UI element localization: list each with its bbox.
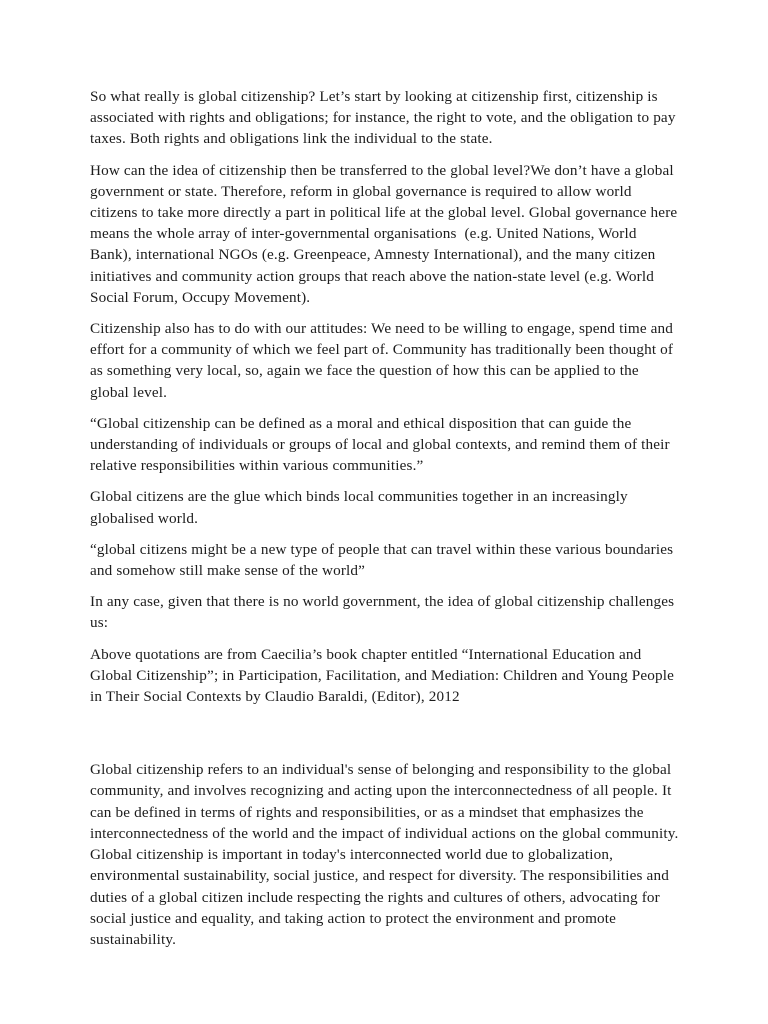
paragraph-definition-citizenship: So what really is global citizenship? Let’s start by looking at citizenship first, citizenship is associated with rights and obligations; for instance, the right to vote, and the obligation to pay taxes. Both rights and obligations link the individual to the state.	[90, 88, 680, 148]
paragraph-global-governance: How can the idea of citizenship then be transferred to the global level?We don’t have a global government or state. Therefore, reform in global governance is required to allow world citizens to take more directly a part in political life at the global level. Global governance here means the whole array of inter-governmental organisations (e.g. United Nations, World Bank), international NGOs (e.g. Greenpeace, Amnesty International), and the many citizen initiatives and community action groups that reach above the nation-state level (e.g. World Social Forum, Occupy Movement).	[90, 161, 682, 306]
paragraph-attitudes-community: Citizenship also has to do with our attitudes: We need to be willing to engage, spend time and effort for a community of which we feel part of. Community has traditionally been thought of as something very local, so, again we face the question of how this can be applied to the global level.	[90, 320, 678, 401]
paragraph-spacer	[90, 717, 679, 759]
paragraph-global-citizens-glue: Global citizens are the glue which binds local communities together in an increasingly globalised world.	[90, 488, 632, 527]
paragraph-challenges-us: In any case, given that there is no world government, the idea of global citizenship challenges us:	[90, 593, 679, 632]
document-text-body	[90, 86, 683, 950]
paragraph-quote-new-type-of-people: “global citizens might be a new type of people that can travel within these various boundaries and somehow still make sense of the world”	[90, 540, 678, 580]
paragraph-quote-moral-disposition: “Global citizenship can be defined as a moral and ethical disposition that can guide the understanding of individuals or groups of local and global contexts, and remind them of their relative responsibilities within various communities.”	[90, 414, 674, 475]
paragraph-source-attribution: Above quotations are from Caecilia’s book chapter entitled “International Education and Global Citizenship”; in Participation, Facilitation, and Mediation: Children and Young People in Their Social Contexts by Claudio Baraldi, (Editor), 2012	[90, 645, 678, 706]
paragraph-summary-global-citizenship: Global citizenship refers to an individual's sense of belonging and responsibility to the global community, and involves recognizing and acting upon the interconnectedness of all people. It can be defined in terms of rights and responsibilities, or as a mindset that emphasizes the interconnectedness of the world and the impact of individual actions on the global community. Global citizenship is important in today's interconnected world due to globalization, environmental sustainability, social justice, and respect for diversity. The responsibilities and duties of a global citizen include respecting the rights and cultures of others, advocating for social justice and equality, and taking action to protect the environment and promote sustainability.	[90, 761, 683, 948]
